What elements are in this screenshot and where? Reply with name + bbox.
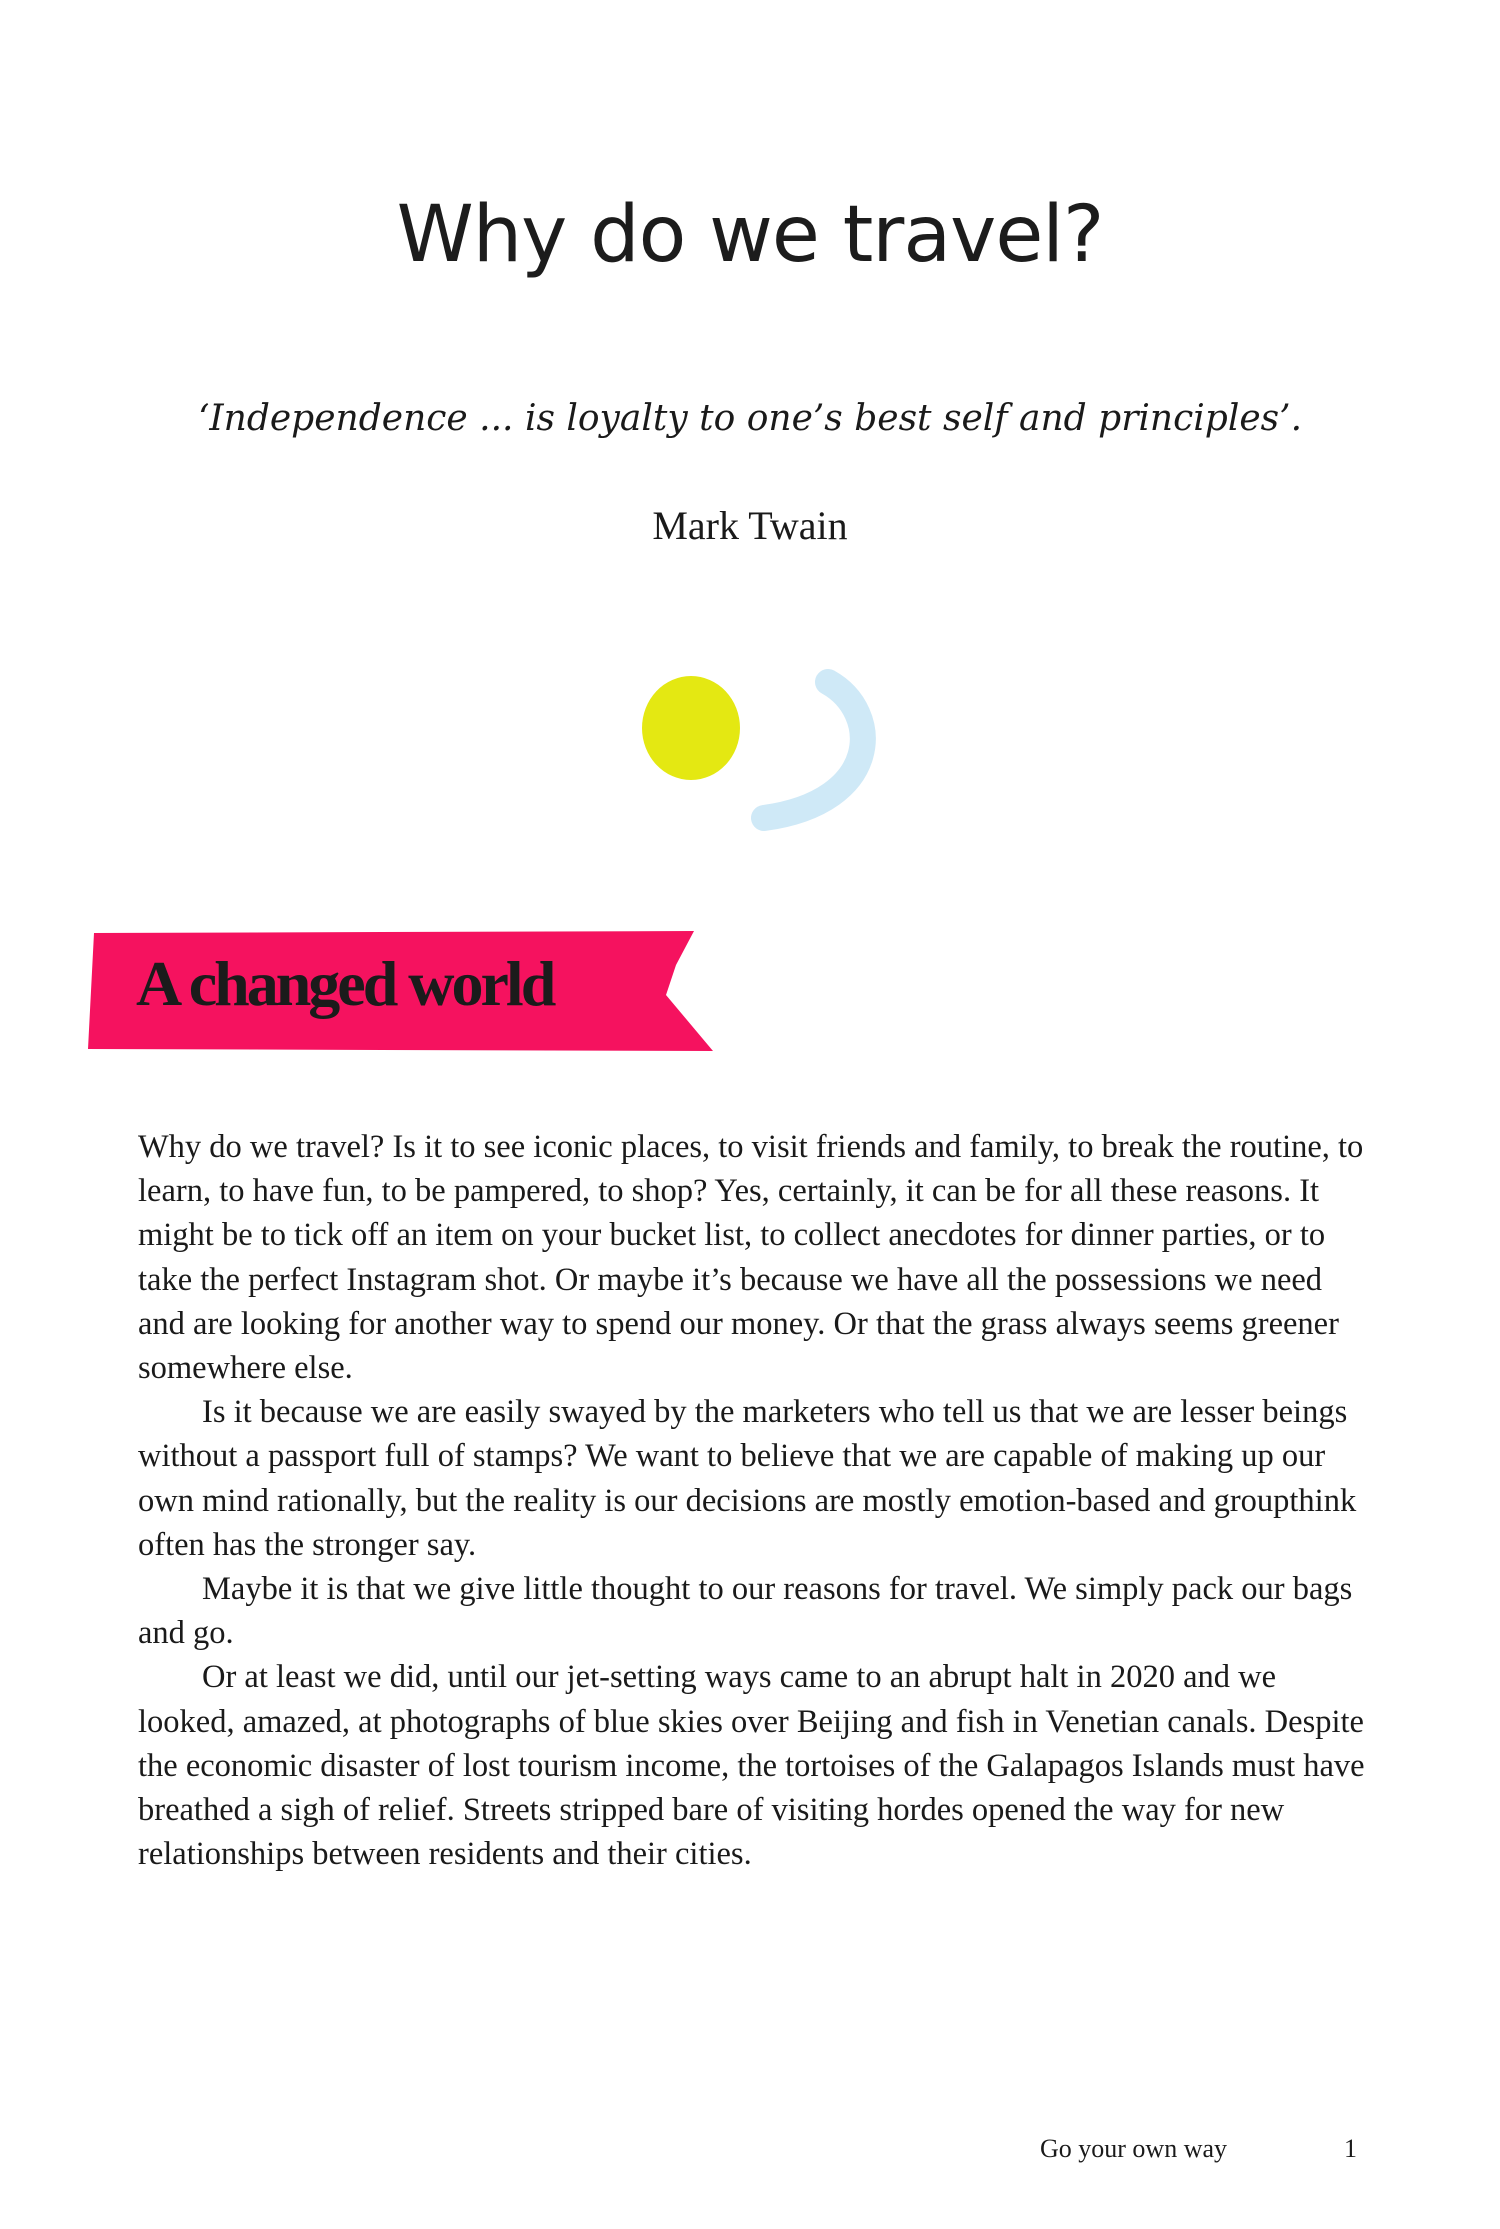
yellow-dot-icon — [642, 676, 740, 780]
paragraph: Or at least we did, until our jet-setting ways came to an abrupt halt in 2020 and we looked, amazed, at photographs of blue skies over Beijing and fish in Venetian canals. Despite the economic disaster of lost tourism income, the tortoises of the Galapagos Islands must have breathed a sigh of relief. Streets stripped bare of visiting hordes opened the way for new relationships between residents and their cities. — [138, 1659, 1365, 1873]
paragraph: Is it because we are easily swayed by the marketers who tell us that we are lesser beings without a passport full of stamps? We want to believe that we are capable of making up our own mind rationally, but the reality is our decisions are mostly emotion-based and groupthink often has the stronger say. — [138, 1394, 1357, 1563]
page-title: Why do we travel? — [396, 190, 1104, 280]
paragraph: Maybe it is that we give little thought to our reasons for travel. We simply pack our bags and go. — [138, 1571, 1353, 1652]
blue-arc-icon — [764, 682, 863, 818]
page-number: 1 — [1344, 2134, 1357, 2163]
paragraph: Why do we travel? Is it to see iconic places, to visit friends and family, to break the routine, to learn, to have fun, to be pampered, to shop? Yes, certainly, it can be for all these reasons. It might be to tick off an item on your bucket list, to collect anecdotes for dinner parties, or to take the perfect Instagram shot. Or maybe it’s because we have all the possessions we need and are looking for another way to spend our money. Or that the grass always seems greener somewhere else. — [138, 1129, 1364, 1387]
epigraph-author: Mark Twain — [652, 503, 848, 548]
section-banner — [88, 925, 713, 1055]
body-text — [138, 1125, 1368, 1876]
decorative-shapes — [620, 660, 900, 850]
section-heading: A changed world — [136, 948, 554, 1019]
epigraph-quote: ‘Independence ... is loyalty to one’s best self and principles’. — [197, 398, 1303, 439]
footer-book-title: Go your own way — [1040, 2134, 1228, 2163]
